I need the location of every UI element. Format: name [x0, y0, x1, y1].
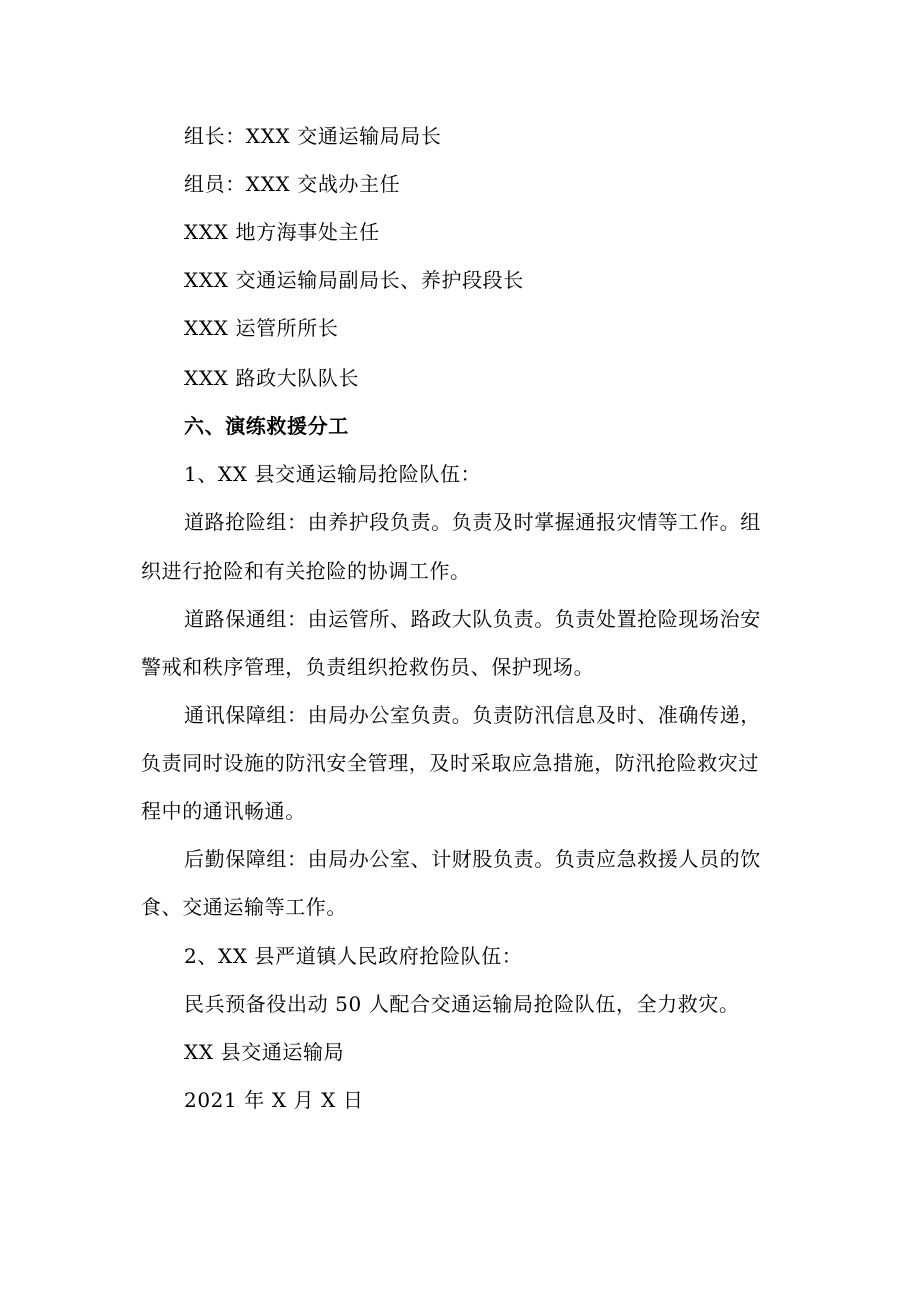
logistics-paragraph: 食、交通运输等工作。 [141, 895, 347, 919]
member-line: XXX 交通运输局副局长、养护段段长 [184, 268, 524, 292]
member-line: XXX 地方海事处主任 [184, 220, 380, 244]
road-rescue-paragraph: 道路抢险组：由养护段负责。负责及时掌握通报灾情等工作。组 [184, 510, 761, 534]
road-rescue-paragraph: 织进行抢险和有关抢险的协调工作。 [141, 559, 471, 583]
team1-heading: 1、XX 县交通运输局抢险队伍： [184, 462, 482, 486]
signature: XX 县交通运输局 [184, 1040, 345, 1064]
member-line: 组员：XXX 交战办主任 [184, 172, 401, 196]
comms-paragraph: 通讯保障组：由局办公室负责。负责防汛信息及时、准确传递， [184, 703, 761, 727]
comms-paragraph: 负责同时设施的防汛安全管理，及时采取应急措施，防汛抢险救灾过 [141, 751, 759, 775]
team2-heading: 2、XX 县严道镇人民政府抢险队伍： [184, 944, 523, 968]
date: 2021 年 X 月 X 日 [184, 1088, 364, 1112]
comms-paragraph: 程中的通讯畅通。 [141, 799, 306, 823]
road-security-paragraph: 道路保通组：由运管所、路政大队负责。负责处置抢险现场治安 [184, 607, 761, 631]
section-heading: 六、演练救援分工 [184, 414, 349, 438]
member-line: 组长：XXX 交通运输局局长 [184, 124, 442, 148]
member-line: XXX 运管所所长 [184, 316, 339, 340]
militia-paragraph: 民兵预备役出动 50 人配合交通运输局抢险队伍，全力救灾。 [184, 992, 740, 1016]
logistics-paragraph: 后勤保障组：由局办公室、计财股负责。负责应急救援人员的饮 [184, 847, 761, 871]
road-security-paragraph: 警戒和秩序管理，负责组织抢救伤员、保护现场。 [141, 655, 595, 679]
member-line: XXX 路政大队队长 [184, 366, 360, 390]
